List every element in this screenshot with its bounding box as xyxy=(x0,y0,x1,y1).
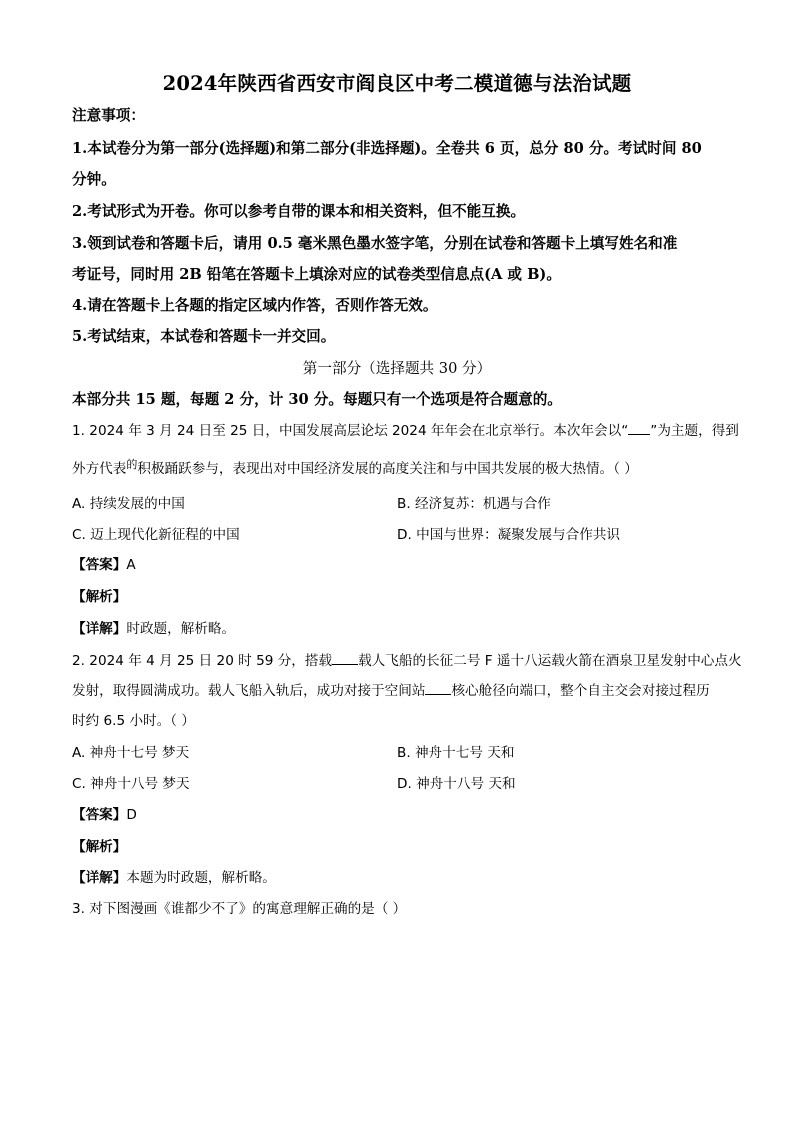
q1-answer xyxy=(72,555,724,575)
q1-option-c: C. 迈上现代化新征程的中国 xyxy=(72,527,240,543)
q2-option-d: D. 神舟十八号 天和 xyxy=(397,776,516,792)
q1-stem-text-a: 1. 2024 年 3 月 24 日至 25 日，中国发展高层论坛 2024 年年会在北京举行。本次年会以“ xyxy=(72,423,629,439)
q2-stem-line-1 xyxy=(72,651,742,671)
q1-stem-line-1 xyxy=(72,421,739,441)
notice-item-3-line-2: 考证号，同时用 2B 铅笔在答题卡上填涂对应的试卷类型信息点(A 或 B)。 xyxy=(72,266,561,283)
q2-option-b: B. 神舟十七号 天和 xyxy=(397,745,515,761)
q1-analysis xyxy=(72,587,724,607)
q1-analysis-tag: 【解析】 xyxy=(72,589,127,605)
q1-option-d: D. 中国与世界：凝聚发展与合作共识 xyxy=(397,527,621,543)
q1-answer-value: A xyxy=(126,557,136,573)
q2-stem-line-2 xyxy=(72,681,724,701)
page-title: 2024年陕西省西安市阎良区中考二模道德与法治试题 xyxy=(162,72,632,95)
q1-stem-text-d: 积极踊跃参与，表现出对中国经济发展的高度关注和与中国共发展的极大热情。（ ） xyxy=(137,461,638,477)
q2-analysis-tag: 【解析】 xyxy=(72,839,127,855)
q1-option-b: B. 经济复苏：机遇与合作 xyxy=(397,496,551,512)
part1-heading: 第一部分（选择题共 30 分） xyxy=(302,360,492,377)
q3-stem-line-1: 3. 对下图漫画《谁都少不了》的寓意理解正确的是（ ） xyxy=(72,901,407,917)
q2-stem-line-3: 时约 6.5 小时。（ ） xyxy=(72,713,195,729)
part1-instruction: 本部分共 15 题，每题 2 分，计 30 分。每题只有一个选项是符合题意的。 xyxy=(72,391,562,408)
q1-detail-tag: 【详解】 xyxy=(72,621,127,637)
q1-detail xyxy=(72,619,724,639)
q2-detail xyxy=(72,868,724,888)
q1-stem-text-c: 外方代表 xyxy=(72,461,127,477)
q2-option-c: C. 神舟十八号 梦天 xyxy=(72,776,190,792)
q1-option-a: A. 持续发展的中国 xyxy=(72,496,185,512)
q2-blank-2 xyxy=(425,682,451,695)
q2-stem-text-c: 发射，取得圆满成功。载人飞船入轨后，成功对接于空间站 xyxy=(72,683,426,699)
q1-blank xyxy=(628,422,650,435)
q2-stem-text-a: 2. 2024 年 4 月 25 日 20 时 59 分，搭载 xyxy=(72,653,333,669)
q1-stem-line-2 xyxy=(72,459,724,480)
q2-analysis xyxy=(72,837,724,857)
q2-stem-text-d: 核心舱径向端口，整个自主交会对接过程历 xyxy=(451,683,710,699)
q2-answer xyxy=(72,805,724,825)
q2-answer-tag: 【答案】 xyxy=(72,807,127,823)
q2-answer-value: D xyxy=(126,807,137,823)
notice-heading: 注意事项： xyxy=(72,107,145,124)
notice-item-3-line-1: 3.领到试卷和答题卡后，请用 0.5 毫米黑色墨水签字笔，分别在试卷和答题卡上填写姓名和准 xyxy=(72,235,678,252)
q1-stem-text-b: ”为主题，得到 xyxy=(650,423,739,439)
notice-item-1-line-1: 1.本试卷分为第一部分(选择题)和第二部分(非选择题)。全卷共 6 页，总分 80 分。考试时间 80 xyxy=(72,140,702,157)
q2-detail-tag: 【详解】 xyxy=(72,870,127,886)
q2-stem-text-b: 载人飞船的长征二号 F 遥十八运载火箭在酒泉卫星发射中心点火 xyxy=(358,653,742,669)
notice-item-2: 2.考试形式为开卷。你可以参考自带的课本和相关资料，但不能互换。 xyxy=(72,203,526,220)
notice-item-1-line-2: 分钟。 xyxy=(72,171,116,188)
q1-detail-text: 时政题，解析略。 xyxy=(126,621,236,637)
q2-detail-text: 本题为时政题，解析略。 xyxy=(126,870,276,886)
q1-stem-sup: 的 xyxy=(126,458,138,471)
q2-option-a: A. 神舟十七号 梦天 xyxy=(72,745,190,761)
notice-item-4: 4.请在答题卡上各题的指定区域内作答，否则作答无效。 xyxy=(72,297,438,314)
q2-blank-1 xyxy=(332,652,358,665)
q1-answer-tag: 【答案】 xyxy=(72,557,127,573)
notice-item-5: 5.考试结束，本试卷和答题卡一并交回。 xyxy=(72,328,336,345)
